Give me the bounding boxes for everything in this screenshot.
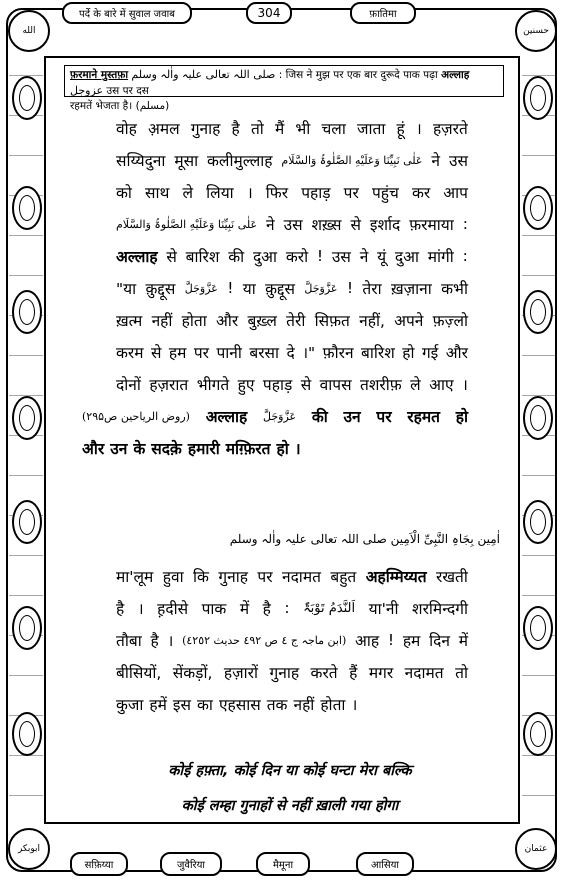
text-line bbox=[116, 592, 468, 624]
word: फिर bbox=[265, 184, 289, 202]
side-medallion bbox=[523, 712, 553, 756]
bottom-tab: सफ़िय्या bbox=[70, 852, 128, 876]
word: ! bbox=[387, 631, 395, 649]
arabic-phrase: عَزَّوَجَلَّ bbox=[263, 409, 297, 423]
word: । bbox=[167, 632, 174, 650]
word: गुनाह bbox=[190, 120, 221, 138]
word: से bbox=[150, 344, 162, 362]
header-arabic-2: عزوجل bbox=[70, 84, 104, 97]
word: दुआ bbox=[252, 248, 278, 266]
side-medallion bbox=[523, 186, 553, 230]
word: तो bbox=[250, 120, 264, 138]
word: । bbox=[137, 600, 144, 618]
word: : bbox=[462, 247, 468, 265]
text-line bbox=[116, 176, 468, 208]
arabic-phrase: عَلٰی نَبِیِّنَا وَعَلَیْهِ الصَّلٰوۃُ وَالسَّلَام bbox=[116, 217, 258, 231]
bottom-tab: मैमूना bbox=[256, 852, 310, 876]
word: होता bbox=[320, 696, 346, 714]
word: सिफ़त bbox=[314, 312, 350, 330]
word-bold: हो bbox=[276, 440, 289, 458]
word: फ़रमाया bbox=[409, 216, 454, 234]
word: नहीं bbox=[151, 312, 173, 330]
word: ! bbox=[316, 247, 324, 265]
word: बहुत bbox=[330, 568, 357, 586]
word: साथ bbox=[145, 184, 170, 202]
word-bold: अल्लाह bbox=[116, 248, 158, 266]
word: में bbox=[458, 632, 468, 650]
word: जाता bbox=[357, 120, 386, 138]
word: नहीं bbox=[293, 696, 315, 714]
text-line bbox=[116, 144, 468, 176]
header-text-end: उस पर दस bbox=[106, 85, 149, 97]
word: आए bbox=[429, 376, 454, 394]
word: भीगते bbox=[196, 376, 230, 394]
page-number: 304 bbox=[246, 2, 292, 24]
header-text: : जिस ने मुझ पर एक बार दुरूदे पाक पढ़ा bbox=[278, 69, 438, 81]
word: मा'लूम bbox=[116, 568, 154, 586]
word: पहुंच bbox=[371, 184, 399, 202]
word: गुनाह bbox=[218, 568, 248, 586]
corner-top-left: الله bbox=[8, 10, 50, 52]
side-medallion bbox=[12, 76, 42, 120]
word: तौबा bbox=[116, 632, 142, 650]
word: शख़्स bbox=[311, 216, 342, 234]
word: । bbox=[415, 120, 422, 138]
text-line bbox=[116, 688, 468, 720]
corner-bottom-left: ابوبکر bbox=[8, 828, 50, 870]
arabic-phrase: اَلنَّدَمُ تَوْبَۃٌ bbox=[303, 600, 356, 616]
word: पर bbox=[193, 344, 210, 362]
text-line bbox=[116, 560, 468, 592]
word-bold: उन bbox=[110, 440, 128, 458]
word: रखती bbox=[436, 568, 468, 586]
left-ornament bbox=[9, 62, 43, 818]
side-medallion bbox=[12, 396, 42, 440]
word: भी bbox=[295, 120, 311, 138]
word: ले bbox=[410, 376, 421, 394]
arabic-phrase: عَزَّوَجَلَّ bbox=[304, 281, 338, 295]
word: यूं bbox=[377, 248, 387, 266]
word: पानी bbox=[216, 344, 242, 362]
word: ! bbox=[227, 279, 234, 297]
word: वापस bbox=[319, 376, 352, 394]
corner-bottom-right: عثمان bbox=[515, 828, 557, 870]
word: । bbox=[246, 184, 253, 202]
bottom-tab: जुवैरिया bbox=[160, 852, 222, 876]
word: पर bbox=[343, 184, 359, 202]
word: हुए bbox=[237, 376, 255, 394]
word: गुनाह bbox=[269, 664, 300, 682]
word: : bbox=[284, 599, 290, 617]
word: । bbox=[462, 376, 468, 394]
word: और bbox=[445, 344, 468, 362]
word-bold: रहमत bbox=[407, 408, 440, 426]
word-bold: के bbox=[133, 440, 146, 458]
word: तेरी bbox=[286, 312, 306, 330]
side-medallion bbox=[12, 712, 42, 756]
word: चला bbox=[321, 120, 346, 138]
word: ह़दीसे bbox=[157, 600, 189, 618]
word-bold: उन bbox=[343, 408, 361, 426]
text-line bbox=[116, 368, 468, 400]
word-bold: अल्लाह bbox=[205, 408, 248, 426]
side-medallion bbox=[523, 290, 553, 334]
side-medallion bbox=[523, 76, 553, 120]
word: हज़रात bbox=[149, 376, 189, 394]
word: नहीं, bbox=[359, 312, 385, 330]
word: करम bbox=[116, 344, 144, 362]
word: मैं bbox=[274, 120, 285, 138]
word: तो bbox=[455, 664, 468, 682]
poem-line-1: कोई हफ़्ता, कोई दिन या कोई घन्टा मेरा बल्कि bbox=[168, 763, 412, 779]
word: उस bbox=[331, 248, 351, 266]
word: मगर bbox=[368, 664, 394, 682]
side-medallion bbox=[523, 396, 553, 440]
word: ने bbox=[431, 152, 441, 170]
text-line bbox=[116, 208, 468, 240]
header-label: फ़रमाने मुस्तफ़ा bbox=[70, 69, 129, 81]
word: हमें bbox=[149, 696, 167, 714]
word: हज़रते bbox=[432, 120, 468, 138]
header-line-1 bbox=[70, 67, 498, 99]
right-ornament bbox=[522, 62, 556, 818]
word: उस bbox=[448, 152, 468, 170]
word: तक bbox=[266, 696, 288, 714]
word: करो bbox=[285, 248, 309, 266]
word: ख़त्म bbox=[116, 312, 143, 330]
word-bold: सदके़ bbox=[151, 440, 182, 458]
word: । bbox=[351, 696, 358, 714]
text-line bbox=[82, 432, 468, 464]
header-line-2: रहमतें भेजता है। (مسلم) bbox=[70, 100, 170, 112]
word: क़ुद्दूस bbox=[265, 280, 296, 298]
word: है bbox=[231, 120, 240, 138]
word: ! bbox=[346, 279, 354, 297]
word: ने bbox=[359, 248, 369, 266]
word: नदामत bbox=[404, 664, 444, 682]
corner-top-right: حسنین bbox=[515, 10, 557, 52]
word: करते bbox=[310, 664, 338, 682]
word: लिया bbox=[206, 184, 234, 202]
word: उस bbox=[283, 216, 303, 234]
word: मूसा bbox=[174, 152, 199, 170]
word: कुजा bbox=[116, 696, 144, 714]
word: सेंकड़ों, bbox=[172, 664, 213, 682]
word: बारिश bbox=[185, 248, 220, 266]
bottom-tab: आसिया bbox=[356, 852, 414, 876]
side-medallion bbox=[12, 290, 42, 334]
word: आप bbox=[443, 184, 468, 202]
word: "या bbox=[116, 280, 137, 298]
body-text bbox=[82, 112, 468, 464]
word: दोनों bbox=[116, 376, 141, 394]
reference: (ابن ماجہ ج ٤ ص ٤٩٢ حدیث ٤٢٥٢) bbox=[182, 633, 347, 647]
text-line bbox=[116, 240, 468, 272]
word: कि bbox=[193, 568, 209, 586]
word: दुआ bbox=[394, 248, 419, 266]
hadith-header bbox=[64, 65, 504, 112]
text-line bbox=[116, 336, 468, 368]
word: बीसियों, bbox=[116, 664, 162, 682]
word: को bbox=[116, 184, 132, 202]
word: क़ुद्दूस bbox=[145, 280, 176, 298]
word: मांगी bbox=[427, 248, 454, 266]
word: दे bbox=[286, 344, 295, 362]
word: बुख़्ल bbox=[247, 312, 277, 330]
word: ।" bbox=[302, 344, 316, 362]
word: सय्यिदुना bbox=[116, 152, 166, 170]
word: है bbox=[116, 600, 125, 618]
header-allah: अल्लाह bbox=[441, 69, 470, 81]
word: होता bbox=[181, 312, 207, 330]
word: : bbox=[462, 215, 468, 233]
word: है bbox=[262, 600, 271, 618]
word: और bbox=[216, 312, 239, 330]
text-line bbox=[116, 272, 468, 304]
word: फ़ज़्लो bbox=[432, 312, 468, 330]
header-arabic: صلی اللہ تعالی علیہ واٰلہ وسلم bbox=[131, 68, 276, 81]
side-medallion bbox=[523, 500, 553, 544]
body-text-2 bbox=[116, 560, 468, 720]
word-bold: मग़्फ़िरत bbox=[225, 440, 271, 458]
side-medallion bbox=[523, 606, 553, 650]
word: तशरीफ़ bbox=[360, 376, 402, 394]
word: शरमिन्दगी bbox=[412, 600, 468, 618]
word: ले bbox=[182, 184, 194, 202]
word: हो bbox=[402, 344, 415, 362]
word: हुवा bbox=[162, 568, 184, 586]
text-line bbox=[116, 112, 468, 144]
word: या bbox=[242, 280, 256, 298]
ameen-line: اٰمِین بِجَاہِ النَّبِیِّ الْاَمِین صلی اللہ تعالی علیہ واٰلہ وسلم bbox=[229, 532, 500, 546]
word: हैं bbox=[349, 664, 358, 682]
word-bold: । bbox=[294, 440, 301, 458]
word: या'नी bbox=[368, 600, 399, 618]
word: पाक bbox=[201, 600, 227, 618]
word: अ़मल bbox=[148, 120, 180, 138]
text-line bbox=[116, 304, 468, 336]
word: कर bbox=[411, 184, 431, 202]
word: बारिश bbox=[361, 344, 395, 362]
word-bold: हो bbox=[455, 408, 468, 426]
word-bold: हमारी bbox=[187, 440, 220, 458]
word-bold: पर bbox=[376, 408, 392, 426]
word: इस bbox=[172, 696, 192, 714]
arabic-phrase: عَزَّوَجَلَّ bbox=[184, 281, 218, 295]
word: बरसा bbox=[249, 344, 280, 362]
poem-line-2: कोई लम्हा गुनाहों से नहीं ख़ाली गया होगा bbox=[181, 798, 399, 814]
word-bold: की bbox=[311, 408, 328, 426]
word: हम bbox=[402, 632, 421, 650]
word: तेरा bbox=[362, 280, 382, 298]
word: ख़ज़ाना bbox=[390, 280, 432, 298]
word: से bbox=[300, 376, 312, 394]
word: दिन bbox=[429, 632, 450, 650]
word: कभी bbox=[441, 280, 468, 298]
word: हज़ारों bbox=[223, 664, 258, 682]
word: वोह bbox=[116, 120, 137, 138]
word: में bbox=[239, 600, 250, 618]
word: नदामत bbox=[281, 568, 321, 586]
side-medallion bbox=[12, 500, 42, 544]
side-medallion bbox=[12, 186, 42, 230]
book-title-tab: पर्दे के बारे में सुवाल जवाब bbox=[62, 2, 192, 24]
word: हम bbox=[168, 344, 187, 362]
text-line bbox=[116, 656, 468, 688]
word: कलीमुल्लाह bbox=[207, 152, 273, 170]
side-medallion bbox=[12, 606, 42, 650]
word: से bbox=[350, 216, 361, 234]
word: इर्शाद bbox=[369, 216, 401, 234]
word: ने bbox=[266, 216, 275, 234]
word: आह bbox=[355, 632, 380, 650]
word: का bbox=[197, 696, 213, 714]
arabic-phrase: عَلٰی نَبِیِّنَا وَعَلَیْهِ الصَّلٰوۃُ وَالسَّلَام bbox=[281, 153, 423, 167]
word: से bbox=[166, 248, 177, 266]
word: पर bbox=[257, 568, 273, 586]
word: अपने bbox=[394, 312, 424, 330]
word: की bbox=[228, 248, 245, 266]
word: एहसास bbox=[218, 696, 261, 714]
text-line bbox=[82, 400, 468, 432]
word: पहाड़ bbox=[301, 184, 331, 202]
word-bold: अहम्मिय्यत bbox=[365, 568, 427, 586]
word: फ़ौरन bbox=[322, 344, 354, 362]
word: पहाड़ bbox=[262, 376, 293, 394]
top-right-tab: फ़ातिमा bbox=[350, 2, 416, 24]
word: हूं bbox=[396, 120, 405, 138]
word-bold: और bbox=[82, 440, 105, 458]
text-line bbox=[116, 624, 468, 656]
word: है bbox=[150, 632, 159, 650]
word: गई bbox=[421, 344, 439, 362]
reference: (روض الریاحین ص۲۹۵) bbox=[82, 409, 190, 423]
